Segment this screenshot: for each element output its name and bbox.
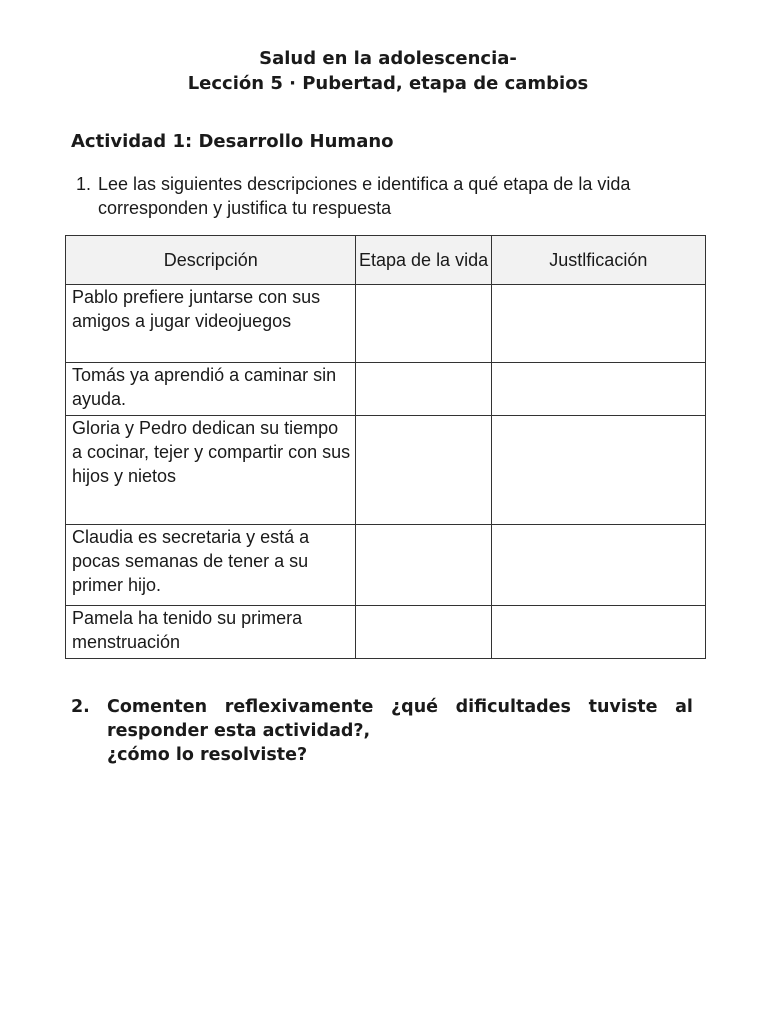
instruction-number: 1.: [76, 174, 92, 194]
question-word: tuviste: [588, 697, 658, 717]
table-row: [66, 606, 706, 659]
question-line-3: ¿cómo lo resolviste?: [107, 745, 308, 765]
description-cell: Gloria y Pedro dedican su tiempo a cocinar, tejer y compartir con sus hijos y nietos: [66, 416, 356, 525]
table-row: [66, 525, 706, 606]
question-2: [71, 695, 693, 767]
justification-cell[interactable]: [491, 363, 705, 416]
activity-table: [65, 235, 706, 659]
stage-cell[interactable]: [356, 363, 491, 416]
header-justification: Justlficación: [491, 236, 705, 285]
header-description: Descripción: [66, 236, 356, 285]
justification-cell[interactable]: [491, 606, 705, 659]
justification-cell[interactable]: [491, 525, 705, 606]
question-word: dificultades: [455, 697, 571, 717]
question-line-2: responder esta actividad?,: [107, 721, 371, 741]
description-cell: Pamela ha tenido su primera menstruación: [66, 606, 356, 659]
stage-cell[interactable]: [356, 285, 491, 363]
question-word: reflexivamente: [224, 697, 374, 717]
question-word: al: [675, 697, 693, 717]
document-title-line1: Salud en la adolescencia-: [259, 48, 517, 69]
description-cell: Tomás ya aprendió a caminar sin ayuda.: [66, 363, 356, 416]
description-cell: Claudia es secretaria y está a pocas semanas de tener a su primer hijo.: [66, 525, 356, 606]
table-row: [66, 416, 706, 525]
stage-cell[interactable]: [356, 416, 491, 525]
justification-cell[interactable]: [491, 416, 705, 525]
justification-cell[interactable]: [491, 285, 705, 363]
description-cell: Pablo prefiere juntarse con sus amigos a jugar videojuegos: [66, 285, 356, 363]
header-stage: Etapa de la vida: [356, 236, 491, 285]
stage-cell[interactable]: [356, 606, 491, 659]
table-row: [66, 363, 706, 416]
question-word: Comenten: [107, 697, 208, 717]
stage-cell[interactable]: [356, 525, 491, 606]
document-header: [0, 46, 768, 96]
instruction-item: [76, 172, 716, 220]
table-row: [66, 285, 706, 363]
question-word: ¿qué: [391, 697, 439, 717]
instruction-text: Lee las siguientes descripciones e identifica a qué etapa de la vida corresponden y justifica tu respuesta: [98, 174, 631, 218]
table-header-row: [66, 236, 706, 285]
question-number: 2.: [71, 697, 90, 717]
activity-title: Actividad 1: Desarrollo Humano: [71, 131, 394, 152]
document-title-line2: Lección 5 · Pubertad, etapa de cambios: [187, 73, 589, 94]
question-line-1: [107, 695, 693, 719]
